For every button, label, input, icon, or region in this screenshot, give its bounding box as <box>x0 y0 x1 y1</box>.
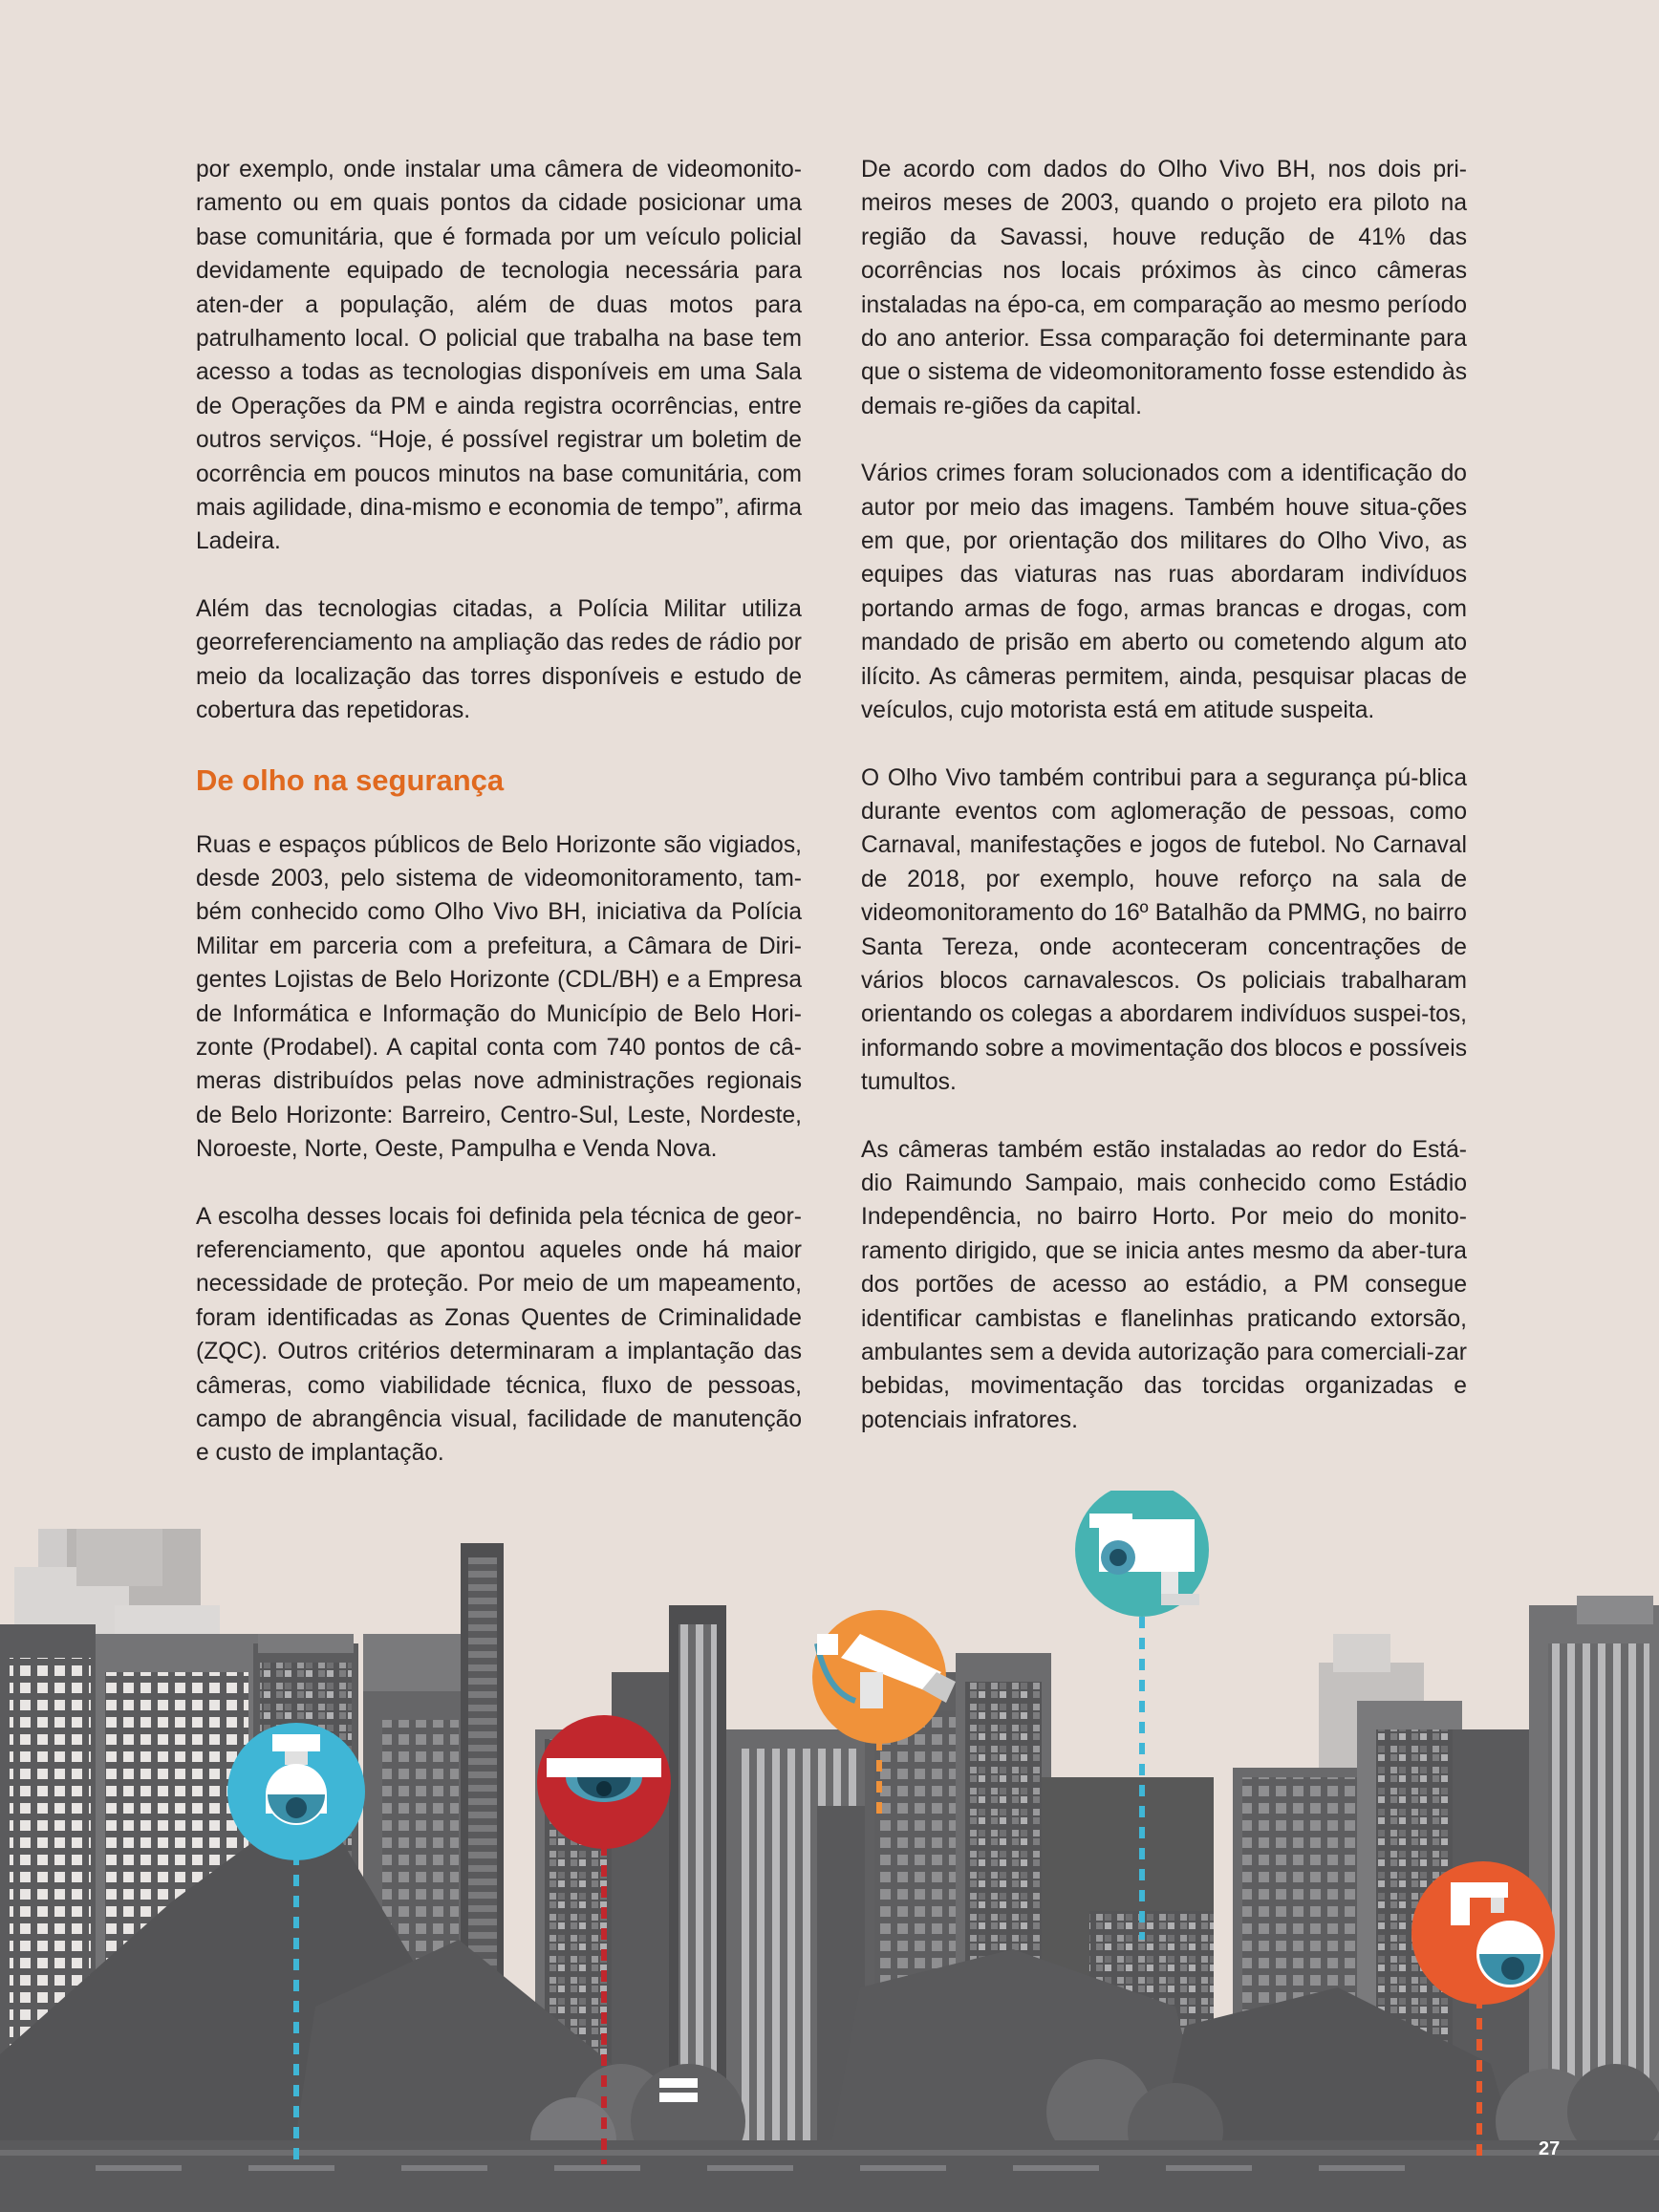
road <box>0 2140 1659 2212</box>
section-heading: De olho na segurança <box>196 762 505 797</box>
page-number: 27 <box>1539 2138 1561 2159</box>
left-column <box>196 153 802 1504</box>
paragraph: A escolha desses locais foi definida pela técnica de geor-referenciamento, que apontou aqueles onde há maior necessidade de proteção. Por meio de um mapeamento, foram identificadas as Zonas Quentes de Criminalidade (ZQC). Outros critérios determinaram a implantação das câmeras, como viabilidade técnica, fluxo de pessoas, campo de abrangência visual, facilidade de manutenção e custo de implantação. <box>196 1203 802 1467</box>
paragraph: De acordo com dados do Olho Vivo BH, nos dois pri-meiros meses de 2003, quando o projeto era piloto na região da Savassi, houve redução de 41% das ocorrências nos locais próximos às cinco câmeras instaladas na épo-ca, em comparação ao mesmo período do ano anterior. Essa comparação foi determinante para que o sistema de videomonitoramento fosse estendido às demais re-giões da capital. <box>861 157 1467 419</box>
paragraph: Vários crimes foram solucionados com a identificação do autor por meio das imagens. Também houve situa-ções em que, por orientação dos militares do Olho Vivo, as equipes das viaturas nas ruas abordaram indivíduos portando armas de fogo, armas brancas e drogas, com mandado de prisão em aberto ou cometendo algum ato ilícito. As câmeras permitem, ainda, pesquisar placas de veículos, cujo motorista está em atitude suspeita. <box>861 461 1467 724</box>
right-column <box>861 153 1467 1471</box>
paragraph: por exemplo, onde instalar uma câmera de videomonito-ramento ou em quais pontos da cidade posicionar uma base comunitária, que é formada por um veículo policial devidamente equipado de tecnologia necessária para aten-der a população, além de duas motos para patrulhamento local. O policial que trabalha na base tem acesso a todas as tecnologias disponíveis em uma Sala de Operações da PM e ainda registra ocorrências, entre outros serviços. “Hoje, é possível registrar um boletim de ocorrência em poucos minutos na base comunitária, com mais agilidade, dina-mismo e economia de tempo”, afirma Ladeira. <box>196 157 802 555</box>
paragraph: O Olho Vivo também contribui para a segurança pú-blica durante eventos com aglomeração de pessoas, como Carnaval, manifestações e jogos de futebol. No Carnaval de 2018, por exemplo, houve reforço na sala de videomonitoramento do 16º Batalhão da PMMG, no bairro Santa Tereza, onde aconteceram concentrações de vários blocos carnavalescos. Os policiais trabalharam orientando os colegas a abordarem indivíduos suspei-tos, informando sobre a movimentação dos blocos e possíveis tumultos. <box>861 764 1467 1096</box>
paragraph: As câmeras também estão instaladas ao redor do Está-dio Raimundo Sampaio, mais conhecido como Estádio Independência, no bairro Horto. Por meio do monito-ramento dirigido, que se inicia antes mesmo da aber-tura dos portões de acesso ao estádio, a PM consegue identificar cambistas e flanelinhas praticando extorsão, ambulantes sem a devida autorização para comerciali-zar bebidas, movimentação das torcidas organizadas e potenciais infratores. <box>861 1136 1467 1433</box>
paragraph: Ruas e espaços públicos de Belo Horizonte são vigiados, desde 2003, pelo sistema de videomonitoramento, tam-bém conhecido como Olho Vivo BH, iniciativa da Polícia Militar em parceria com a prefeitura, a Câmara de Diri-gentes Lojistas de Belo Horizonte (CDL/BH) e a Empresa de Informática e Informação do Município de Belo Hori-zonte (Prodabel). A capital conta com 740 pontos de câ-meras distribuídos pelas nove administrações regionais de Belo Horizonte: Barreiro, Centro-Sul, Leste, Nordeste, Noroeste, Norte, Oeste, Pampulha e Venda Nova. <box>196 831 802 1163</box>
dome-camera-icon <box>266 1734 327 1825</box>
paragraph: Além das tecnologias citadas, a Polícia Militar utiliza georreferenciamento na ampliação das redes de rádio por meio da localização das torres disponíveis e estudo de cobertura das repetidoras. <box>196 595 802 724</box>
city-skyline-illustration <box>0 1491 1659 2212</box>
